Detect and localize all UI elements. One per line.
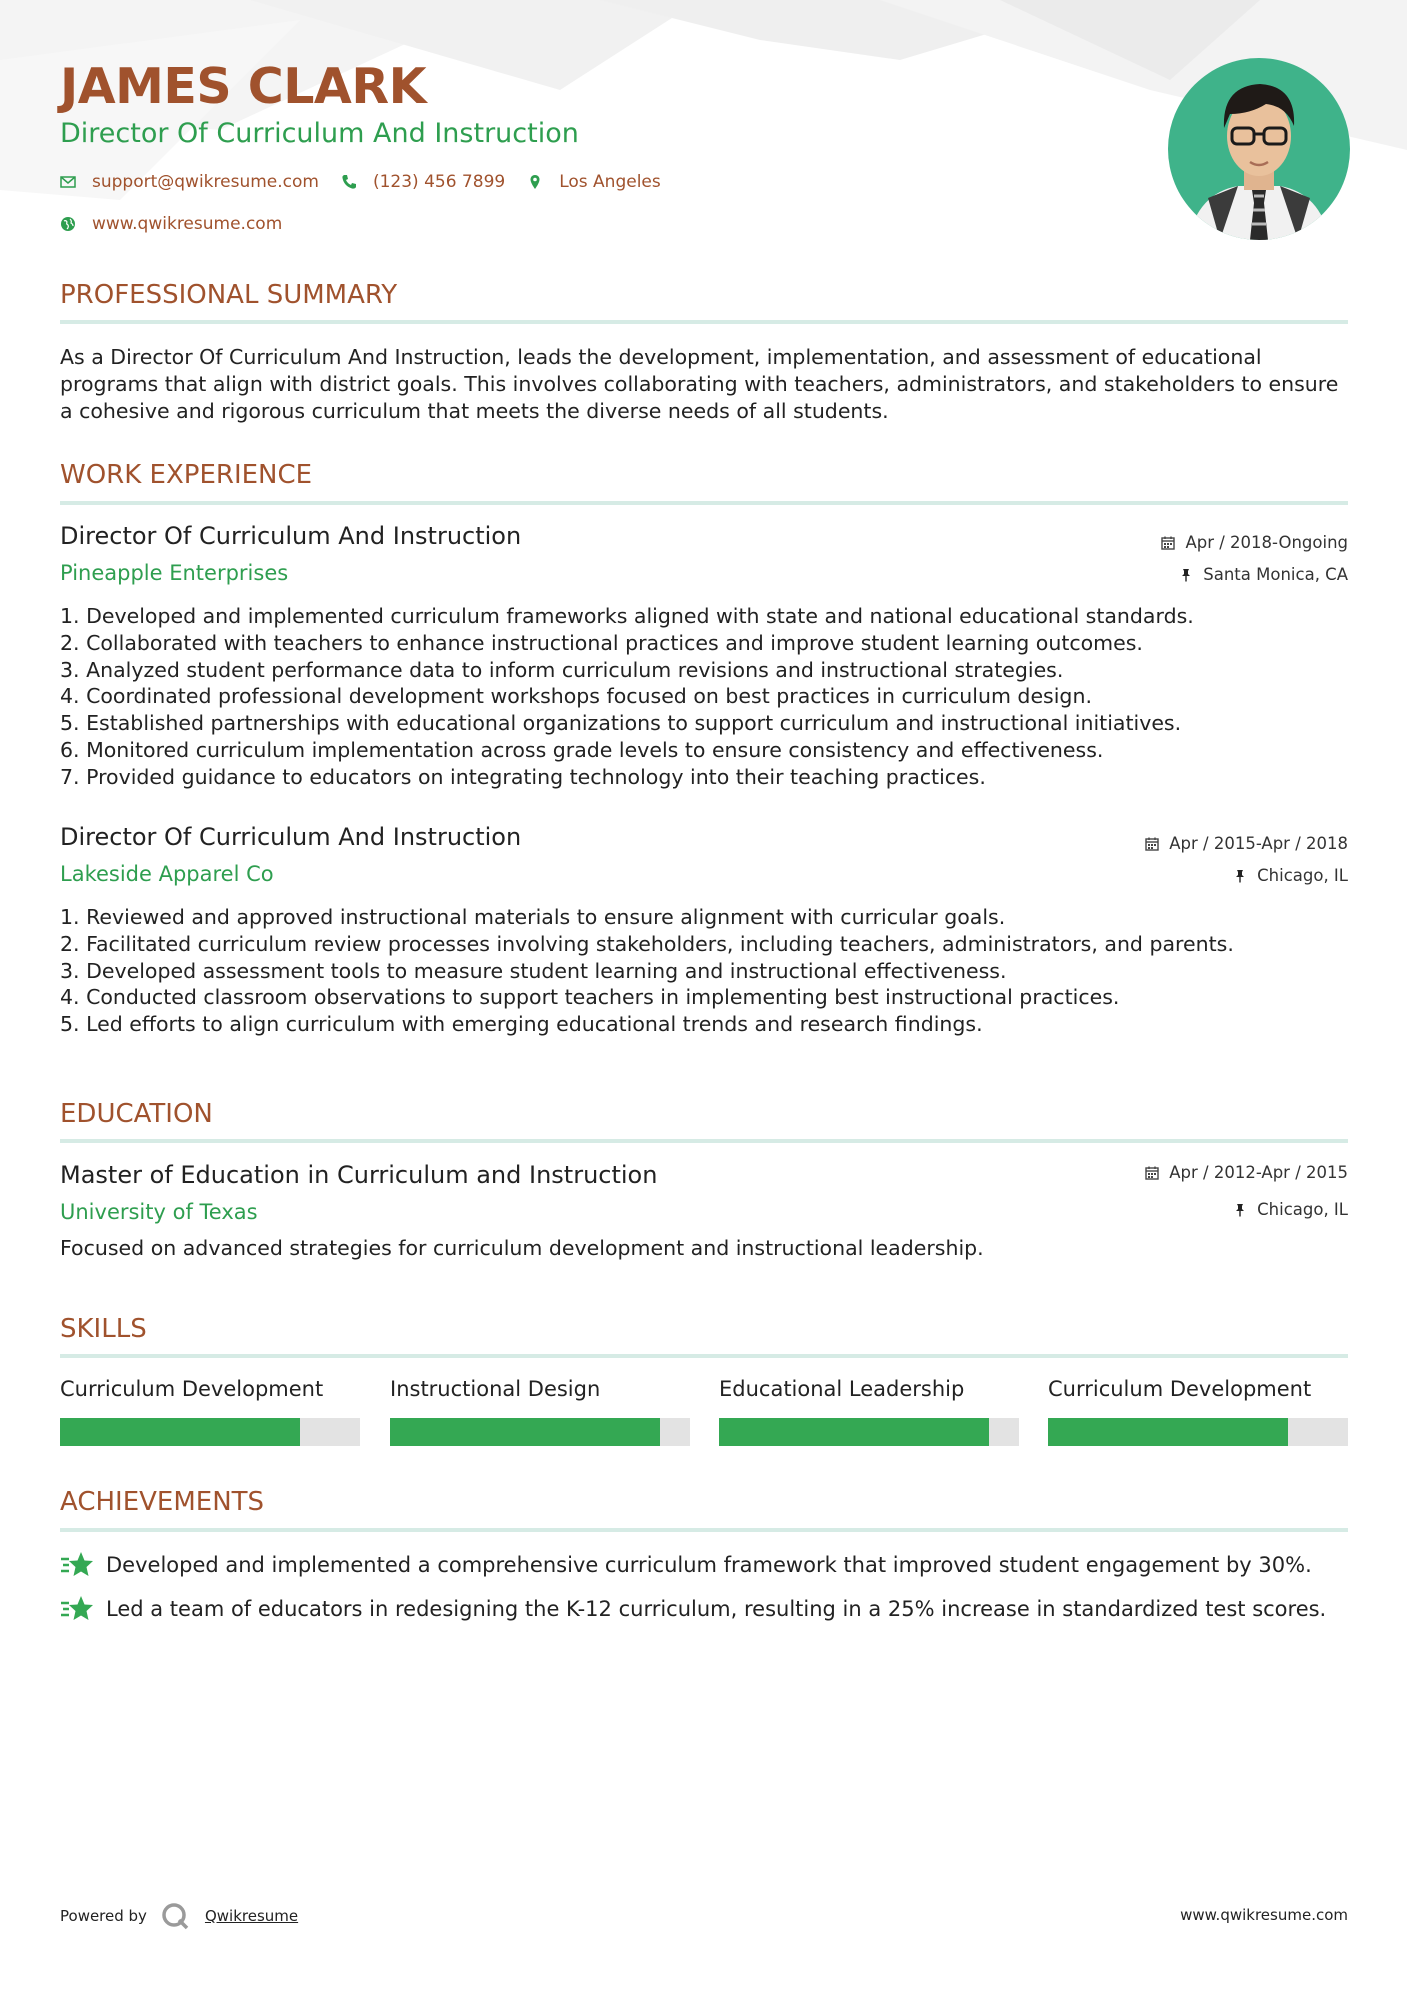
skill-label: Curriculum Development xyxy=(60,1377,324,1401)
section-divider xyxy=(60,1528,1348,1532)
skill-item xyxy=(719,1374,1019,1446)
skill-label: Educational Leadership xyxy=(719,1377,965,1401)
email-text: support@qwikresume.com xyxy=(92,172,319,192)
job-title: Director Of Curriculum And Instruction xyxy=(60,823,522,851)
school-name: University of Texas xyxy=(60,1200,258,1224)
skill-bar-fill xyxy=(719,1418,989,1446)
skill-bar-fill xyxy=(390,1418,660,1446)
calendar-icon xyxy=(1145,1166,1159,1180)
summary-heading: PROFESSIONAL SUMMARY xyxy=(60,280,398,310)
job-dates xyxy=(1161,533,1348,552)
footer-website[interactable]: www.qwikresume.com xyxy=(1180,1906,1348,1924)
phone-icon xyxy=(341,174,357,190)
section-divider xyxy=(60,320,1348,324)
list-item: 4. Conducted classroom observations to support teachers in implementing best instructional practices. xyxy=(60,985,1120,1010)
pin-icon xyxy=(1233,1203,1247,1217)
candidate-name: JAMES CLARK xyxy=(60,58,427,115)
footer-powered-by xyxy=(60,1902,298,1930)
job-company: Lakeside Apparel Co xyxy=(60,862,274,886)
job-bullets xyxy=(60,603,1348,791)
job-location-text: Chicago, IL xyxy=(1257,866,1348,885)
contact-location xyxy=(527,172,661,192)
skill-bar xyxy=(60,1418,360,1446)
education-location xyxy=(1233,1200,1348,1219)
star-icon xyxy=(60,1594,94,1624)
education-dates xyxy=(1145,1163,1348,1182)
contact-row-website xyxy=(60,214,304,234)
list-item: 5. Established partnerships with educational organizations to support curriculum and instructional initiatives. xyxy=(60,711,1182,736)
list-item: 1. Reviewed and approved instructional materials to ensure alignment with curricular goals. xyxy=(60,905,1006,929)
skill-label: Curriculum Development xyxy=(1048,1377,1312,1401)
qwikresume-logo-icon xyxy=(161,1902,189,1930)
list-item: 7. Provided guidance to educators on integrating technology into their teaching practices. xyxy=(60,764,986,789)
achievements-heading: ACHIEVEMENTS xyxy=(60,1487,265,1517)
list-item: 4. Coordinated professional development workshops focused on best practices in curriculum design. xyxy=(60,684,1092,709)
contact-phone[interactable] xyxy=(341,172,505,192)
job-location xyxy=(1233,866,1348,885)
candidate-role: Director Of Curriculum And Instruction xyxy=(60,118,579,149)
job-dates-text: Apr / 2018-Ongoing xyxy=(1185,533,1348,552)
education-heading: EDUCATION xyxy=(60,1099,213,1129)
achievement-item xyxy=(60,1550,1312,1580)
calendar-icon xyxy=(1161,536,1175,550)
skill-item xyxy=(1048,1374,1348,1446)
envelope-icon xyxy=(60,174,76,190)
achievement-item xyxy=(60,1594,1326,1624)
education-description: Focused on advanced strategies for curriculum development and instructional leadership. xyxy=(60,1236,984,1260)
job-dates-text: Apr / 2015-Apr / 2018 xyxy=(1169,834,1348,853)
achievement-text: Developed and implemented a comprehensive curriculum framework that improved student engagement by 30%. xyxy=(106,1553,1312,1577)
skill-bar xyxy=(719,1418,1019,1446)
education-location-text: Chicago, IL xyxy=(1257,1200,1348,1219)
website-text: www.qwikresume.com xyxy=(92,214,283,234)
section-divider xyxy=(60,1354,1348,1358)
list-item: 3. Developed assessment tools to measure student learning and instructional effectiveness. xyxy=(60,958,1007,983)
map-pin-icon xyxy=(527,174,543,190)
education-dates-text: Apr / 2012-Apr / 2015 xyxy=(1169,1163,1348,1182)
degree-title: Master of Education in Curriculum and Instruction xyxy=(60,1161,658,1189)
list-item: 3. Analyzed student performance data to inform curriculum revisions and instructional strategies. xyxy=(60,657,1064,682)
profile-photo xyxy=(1168,58,1350,240)
job-dates xyxy=(1145,834,1348,853)
list-item: 6. Monitored curriculum implementation across grade levels to ensure consistency and effectiveness. xyxy=(60,737,1104,762)
contact-website[interactable] xyxy=(60,214,282,234)
skill-item xyxy=(390,1374,690,1446)
phone-text: (123) 456 7899 xyxy=(372,172,506,192)
list-item: 2. Collaborated with teachers to enhance instructional practices and improve student learning outcomes. xyxy=(60,630,1143,655)
job-location-text: Santa Monica, CA xyxy=(1203,565,1348,584)
summary-text: As a Director Of Curriculum And Instruction, leads the development, implementation, and assessment of educational programs that align with district goals. This involves collaborating with teachers, administrators, and stakeholders to ensure a cohesive and rigorous curriculum that meets the diverse needs of all students. xyxy=(60,345,1339,423)
skill-bar-fill xyxy=(1048,1418,1288,1446)
contact-row xyxy=(60,172,683,192)
calendar-icon xyxy=(1145,837,1159,851)
list-item: 5. Led efforts to align curriculum with emerging educational trends and research findings. xyxy=(60,1012,983,1037)
pin-icon xyxy=(1233,869,1247,883)
contact-email[interactable] xyxy=(60,172,319,192)
achievement-text: Led a team of educators in redesigning the K-12 curriculum, resulting in a 25% increase in standardized test scores. xyxy=(106,1597,1327,1621)
experience-heading: WORK EXPERIENCE xyxy=(60,460,313,490)
location-text: Los Angeles xyxy=(559,172,661,192)
job-location xyxy=(1179,565,1348,584)
list-item: 2. Facilitated curriculum review processes involving stakeholders, including teachers, administrators, and parents. xyxy=(60,931,1234,956)
list-item: 1. Developed and implemented curriculum frameworks aligned with state and national educational standards. xyxy=(60,604,1194,628)
section-divider xyxy=(60,1139,1348,1143)
skill-item xyxy=(60,1374,360,1446)
skill-bar xyxy=(1048,1418,1348,1446)
job-company: Pineapple Enterprises xyxy=(60,561,289,585)
star-icon xyxy=(60,1550,94,1580)
powered-by-text: Powered by xyxy=(60,1907,147,1925)
skill-bar xyxy=(390,1418,690,1446)
section-divider xyxy=(60,501,1348,505)
job-title: Director Of Curriculum And Instruction xyxy=(60,522,522,550)
skill-label: Instructional Design xyxy=(390,1377,601,1401)
pin-icon xyxy=(1179,568,1193,582)
skill-bar-fill xyxy=(60,1418,300,1446)
footer-brand-link[interactable]: Qwikresume xyxy=(204,1907,299,1925)
skills-heading: SKILLS xyxy=(60,1314,147,1344)
globe-icon xyxy=(60,216,76,232)
job-bullets xyxy=(60,904,1348,1038)
